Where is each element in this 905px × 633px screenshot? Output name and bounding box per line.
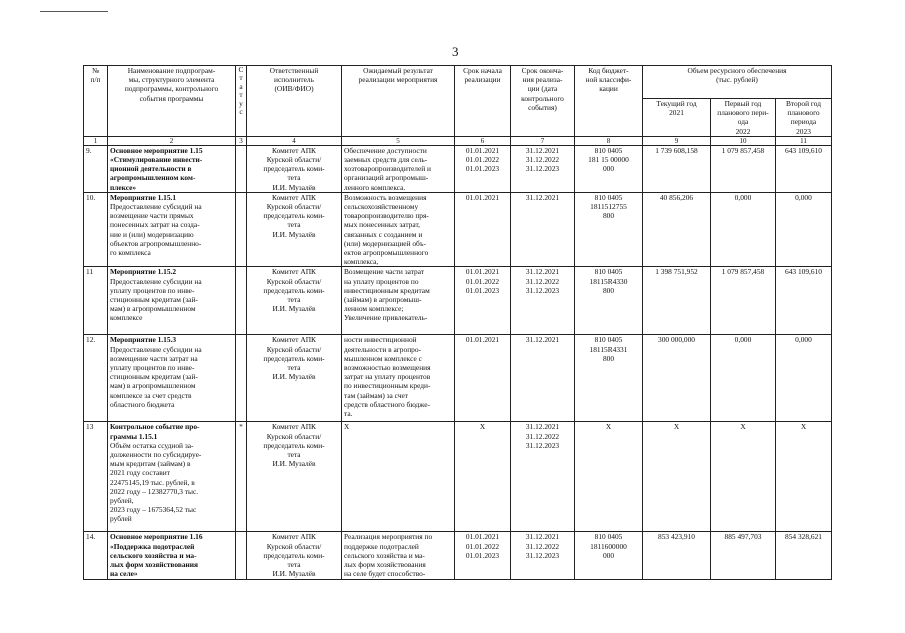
row-name-cell bbox=[108, 145, 236, 192]
row-result: Реализация мероприятия по поддержке подотраслей сельского хозяйства и ма- лых форм хозяйствования на селе будет способство- bbox=[342, 532, 455, 580]
row-title: Основное мероприятие 1.15 bbox=[110, 145, 203, 155]
row-value-2023: 0,000 bbox=[776, 192, 832, 267]
header-year-current: Текущий год 2021 bbox=[643, 99, 711, 137]
row-value-2023: 643 109,610 bbox=[776, 145, 832, 192]
row-result: Обеспечение доступности заемных средств для сель- хозтоваропроизводителей и организаций агропромыш- ленного комплекса. bbox=[342, 145, 455, 192]
row-start-date: 01.01.2021 bbox=[455, 335, 511, 422]
header-name: Наименование подпрограм- мы, структурного элемента подпрограммы, контрольного события программы bbox=[108, 66, 236, 137]
header-num: № п/п bbox=[84, 66, 108, 137]
row-start-date: 01.01.2021 bbox=[455, 192, 511, 267]
row-responsible: Комитет АПК Курской области/ председатель коми- тета И.И. Музалёв bbox=[247, 422, 342, 532]
table-row bbox=[84, 145, 832, 192]
row-result: ности инвестиционной деятельности в агропро- мышленном комплексе с возможностью возмещения затрат на уплату процентов по инвестиционным креди- там (займам) за счет средств областного бюдже- та. bbox=[342, 335, 455, 422]
row-end-date: 31.12.2021 bbox=[511, 335, 575, 422]
table-row bbox=[84, 422, 832, 532]
row-start-date: 01.01.2021 01.01.2022 01.01.2023 bbox=[455, 267, 511, 335]
header-year-second: Второй год планового периода 2023 bbox=[776, 99, 832, 137]
row-value-2023: 854 328,621 bbox=[776, 532, 832, 580]
row-responsible: Комитет АПК Курской области/ председатель коми- тета И.И. Музалёв bbox=[247, 145, 342, 192]
row-start-date: 01.01.2021 01.01.2022 01.01.2023 bbox=[455, 145, 511, 192]
row-value-2023: 643 109,610 bbox=[776, 267, 832, 335]
col-number: 7 bbox=[511, 136, 575, 145]
row-title: Мероприятие 1.15.3 bbox=[110, 335, 177, 345]
row-end-date: 31.12.2021 31.12.2022 31.12.2023 bbox=[511, 422, 575, 532]
row-number: 9. bbox=[84, 145, 108, 192]
row-budget-code: X bbox=[575, 422, 643, 532]
row-value-2021: 300 000,000 bbox=[643, 335, 711, 422]
table-row bbox=[84, 192, 832, 267]
row-status bbox=[236, 267, 247, 335]
table-row bbox=[84, 532, 832, 580]
row-responsible: Комитет АПК Курской области/ председатель коми- тета И.И. Музалёв bbox=[247, 267, 342, 335]
row-value-2022: 0,000 bbox=[711, 192, 776, 267]
row-name-cell bbox=[108, 192, 236, 267]
row-value-2021: 1 398 751,952 bbox=[643, 267, 711, 335]
row-value-2021: 40 856,206 bbox=[643, 192, 711, 267]
row-budget-code: 810 0405 1811512755 800 bbox=[575, 192, 643, 267]
row-value-2022: 1 079 857,458 bbox=[711, 145, 776, 192]
page-number: 3 bbox=[452, 44, 459, 59]
row-status bbox=[236, 335, 247, 422]
row-status bbox=[236, 532, 247, 580]
row-description: Предоставление субсидий на возмещение части прямых понесенных затрат на созда- ние и (или) модернизацию объектов агропромышленно- го комплекса bbox=[110, 202, 202, 258]
row-number: 11 bbox=[84, 267, 108, 335]
row-number: 10. bbox=[84, 192, 108, 267]
header-responsible: Ответственный исполнитель (ОИВ/ФИО) bbox=[247, 66, 342, 137]
row-budget-code: 810 0405 181 15 00000 000 bbox=[575, 145, 643, 192]
row-name-cell bbox=[108, 267, 236, 335]
header-result: Ожидаемый результат реализации мероприятия bbox=[342, 66, 455, 137]
row-result: Возмещение части затрат на уплату процентов по инвестиционным кредитам (займам) в агропромыш- ленном комплексе; Увеличение привлекатель- bbox=[342, 267, 455, 335]
row-start-date: X bbox=[455, 422, 511, 532]
row-value-2021: 1 739 608,158 bbox=[643, 145, 711, 192]
row-budget-code: 810 0405 18115R4331 800 bbox=[575, 335, 643, 422]
row-start-date: 01.01.2021 01.01.2022 01.01.2023 bbox=[455, 532, 511, 580]
col-number: 8 bbox=[575, 136, 643, 145]
row-result: Возможность возмещения сельскохозяйственному товаропроизводителю пря- мых понесенных затрат, связанных с созданием и (или) модернизацией объ- ектов агропромышленного комплекса, bbox=[342, 192, 455, 267]
col-number: 1 bbox=[84, 136, 108, 145]
row-name-cell bbox=[108, 532, 236, 580]
row-description: Объём остатка ссудной за- долженности по субсидируе- мым кредитам (займам) в 2021 году составит 22475145,19 тыс. рублей, в 2022 году – 12382770,3 тыс. рублей, 2023 году – 1675364,52 тыс рублей bbox=[110, 440, 202, 524]
row-end-date: 31.12.2021 31.12.2022 31.12.2023 bbox=[511, 267, 575, 335]
row-result: X bbox=[342, 422, 455, 532]
header-year-first: Первый год планового пери- ода 2022 bbox=[711, 99, 776, 137]
row-value-2021: 853 423,910 bbox=[643, 532, 711, 580]
table-row bbox=[84, 335, 832, 422]
table-row bbox=[84, 267, 832, 335]
row-name-cell bbox=[108, 422, 236, 532]
program-table bbox=[83, 65, 832, 580]
col-number: 3 bbox=[236, 136, 247, 145]
row-name-cell bbox=[108, 335, 236, 422]
row-number: 14. bbox=[84, 532, 108, 580]
top-rule bbox=[40, 11, 108, 12]
row-responsible: Комитет АПК Курской области/ председатель коми- тета И.И. Музалёв bbox=[247, 192, 342, 267]
row-description: Предоставление субсидии на возмещение части затрат на уплату процентов по инве- стиционным кредитам (зай- мам) в агропромышленном комплексе за счет средств областного бюджета bbox=[110, 344, 202, 409]
row-value-2023: 0,000 bbox=[776, 335, 832, 422]
row-responsible: Комитет АПК Курской области/ председатель коми- тета И.И. Музалёв bbox=[247, 532, 342, 580]
row-title: Мероприятие 1.15.2 bbox=[110, 267, 177, 277]
row-end-date: 31.12.2021 bbox=[511, 192, 575, 267]
col-number: 6 bbox=[455, 136, 511, 145]
row-end-date: 31.12.2021 31.12.2022 31.12.2023 bbox=[511, 532, 575, 580]
row-status bbox=[236, 192, 247, 267]
col-number: 10 bbox=[711, 136, 776, 145]
col-number: 5 bbox=[342, 136, 455, 145]
row-budget-code: 810 0405 18115R4330 800 bbox=[575, 267, 643, 335]
row-value-2022: 1 079 857,458 bbox=[711, 267, 776, 335]
row-title: Контрольное событие про- граммы 1.15.1 bbox=[110, 422, 200, 441]
col-number: 9 bbox=[643, 136, 711, 145]
col-number: 4 bbox=[247, 136, 342, 145]
row-title: Мероприятие 1.15.1 bbox=[110, 192, 177, 202]
row-number: 12. bbox=[84, 335, 108, 422]
column-number-row bbox=[84, 136, 832, 145]
header-resources: Объем ресурсного обеспечения (тыс. рублей) bbox=[643, 66, 832, 99]
row-responsible: Комитет АПК Курской области/ председатель коми- тета И.И. Музалёв bbox=[247, 335, 342, 422]
header-status: С т а т у с bbox=[236, 66, 247, 137]
row-status bbox=[236, 145, 247, 192]
row-description: Предоставление субсидии на уплату процентов по инве- стиционным кредитам (зай- мам) в агропромышленном комплексе bbox=[110, 276, 202, 323]
row-value-2023: X bbox=[776, 422, 832, 532]
header-end: Срок оконча- ния реализа- ции (дата контрольного события) bbox=[511, 66, 575, 137]
row-value-2022: 885 497,703 bbox=[711, 532, 776, 580]
row-description: «Поддержка подотраслей сельского хозяйства и ма- лых форм хозяйствования на селе» bbox=[110, 541, 199, 579]
row-number: 13 bbox=[84, 422, 108, 532]
row-value-2022: 0,000 bbox=[711, 335, 776, 422]
col-number: 2 bbox=[108, 136, 236, 145]
col-number: 11 bbox=[776, 136, 832, 145]
header-start: Срок начала реализации bbox=[455, 66, 511, 137]
row-title: Основное мероприятие 1.16 bbox=[110, 532, 203, 542]
header-code: Код бюджет- ной классифи- кации bbox=[575, 66, 643, 137]
row-description: «Стимулирование инвести- ционной деятельности в агропромышленном ком- плексе» bbox=[110, 155, 203, 192]
row-budget-code: 810 0405 1811600000 000 bbox=[575, 532, 643, 580]
row-end-date: 31.12.2021 31.12.2022 31.12.2023 bbox=[511, 145, 575, 192]
row-value-2022: X bbox=[711, 422, 776, 532]
row-value-2021: X bbox=[643, 422, 711, 532]
row-status: * bbox=[236, 422, 247, 532]
